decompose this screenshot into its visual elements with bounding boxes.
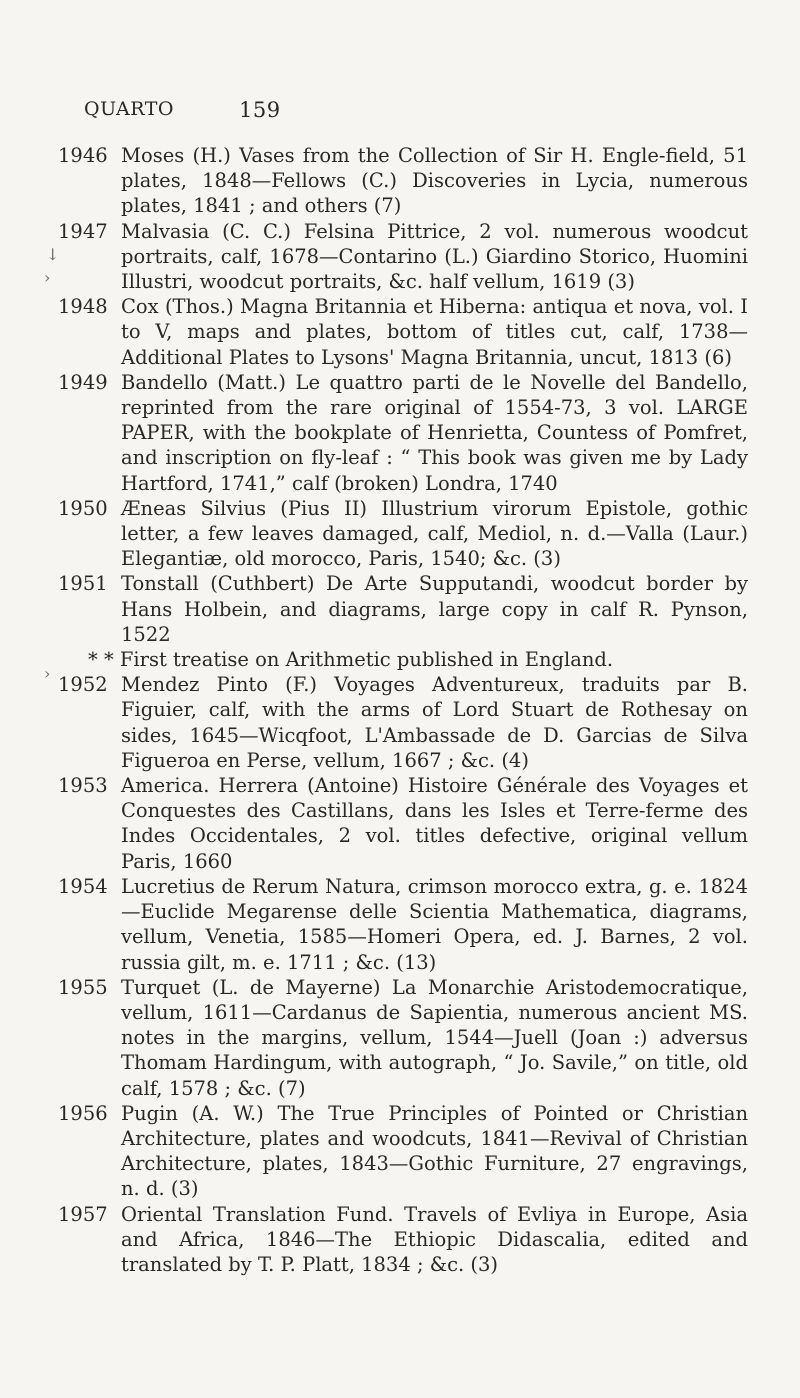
lot-description: Mendez Pinto (F.) Voyages Adventureux, traduits par B. Figuier, calf, with the arms of Lord Stuart de Rothesay on sides, 1645—Wicqfoot, L'Ambassade de D. Garcias de Silva Figueroa en Perse, vellum, 1667 ; &c. (4) — [121, 673, 748, 772]
lot-number: 1953 — [58, 774, 108, 798]
lot-number: 1951 — [58, 572, 108, 596]
lot-description: Malvasia (C. C.) Felsina Pittrice, 2 vol. numerous woodcut portraits, calf, 1678—Contarino (L.) Giardino Storico, Huomini Illustri, woodcut portraits, &c. half vellum, 1619 (3) — [121, 219, 748, 294]
catalogue-entry — [58, 219, 748, 295]
lot-number: 1950 — [58, 496, 108, 520]
lot-description: Æneas Silvius (Pius II) Illustrium virorum Epistole, gothic letter, a few leaves damaged, calf, Mediol, n. d.—Valla (Laur.) Elegantiæ, old morocco, Paris, 1540; &c. (3) — [121, 496, 748, 571]
page-header — [84, 98, 724, 128]
lot-description: Moses (H.) Vases from the Collection of Sir H. Engle-field, 51 plates, 1848—Fellows (C.) Discoveries in Lycia, numerous plates, 1841 ; and others (7) — [121, 144, 748, 218]
lot-number: 1946 — [58, 144, 108, 167]
lot-number: 1949 — [58, 370, 108, 394]
catalogue-entry — [58, 1202, 748, 1278]
margin-mark: › — [44, 664, 51, 683]
lot-description: Cox (Thos.) Magna Britannia et Hiberna: antiqua et nova, vol. I to V, maps and plates, bottom of titles cut, calf, 1738—Additional Plates to Lysons' Magna Britannia, uncut, 1813 (6) — [121, 295, 748, 369]
lot-description: Turquet (L. de Mayerne) La Monarchie Aristodemocratique, vellum, 1611—Cardanus de Sapientia, numerous ancient MS. notes in the margins, vellum, 1544—Juell (Joan :) adversus Thomam Hardingum, with autograph, “ Jo. Savile,” on title, old calf, 1578 ; &c. (7) — [121, 975, 748, 1100]
running-title: QUARTO — [84, 98, 174, 120]
lot-description: Lucretius de Rerum Natura, crimson morocco extra, g. e. 1824—Euclide Megarense delle Scientia Mathematica, diagrams, vellum, Venetia, 1585—Homeri Opera, ed. J. Barnes, 2 vol. russia gilt, m. e. 1711 ; &c. (13) — [121, 874, 748, 974]
lot-description: Pugin (A. W.) The True Principles of Pointed or Christian Architecture, plates and woodcuts, 1841—Revival of Christian Architecture, plates, 1843—Gothic Furniture, 27 engravings, n. d. (3) — [121, 1101, 748, 1201]
catalogue-entry — [58, 975, 748, 1101]
lot-description: America. Herrera (Antoine) Histoire Générale des Voyages et Conquestes des Castillans, dans les Isles et Terre-ferme des Indes Occidentales, 2 vol. titles defective, original vellum Paris, 1660 — [121, 774, 748, 873]
catalogue-entry — [58, 496, 748, 572]
lot-number: 1956 — [58, 1101, 108, 1125]
lot-number: 1957 — [58, 1202, 108, 1226]
catalogue-entry — [58, 874, 748, 975]
catalogue-entry — [58, 672, 748, 773]
catalogue-entry — [58, 294, 748, 370]
catalogue-entries — [58, 143, 748, 1277]
lot-number: 1947 — [58, 219, 108, 243]
margin-mark: ↓ — [46, 245, 60, 264]
lot-number: 1955 — [58, 975, 108, 999]
catalogue-entry — [58, 143, 748, 219]
catalogue-entry — [58, 773, 748, 874]
catalogue-entry — [58, 370, 748, 496]
lot-note: * * First treatise on Arithmetic published in England. — [88, 648, 614, 672]
lot-number: 1954 — [58, 874, 108, 898]
catalogue-entry — [58, 571, 748, 647]
lot-description: Tonstall (Cuthbert) De Arte Supputandi, woodcut border by Hans Holbein, and diagrams, large copy in calf R. Pynson, 1522 — [121, 572, 748, 646]
lot-number: 1952 — [58, 673, 108, 697]
margin-mark: › — [44, 268, 51, 287]
lot-description: Bandello (Matt.) Le quattro parti de le Novelle del Bandello, reprinted from the rare original of 1554-73, 3 vol. LARGE PAPER, with the bookplate of Henrietta, Countess of Pomfret, and inscription on fly-leaf : “ This book was given me by Lady Hartford, 1741,” calf (broken) Londra, 1740 — [121, 370, 748, 495]
page-number: 159 — [239, 98, 281, 122]
lot-description: Oriental Translation Fund. Travels of Evliya in Europe, Asia and Africa, 1846—The Ethiopic Didascalia, edited and translated by T. P. Platt, 1834 ; &c. (3) — [121, 1202, 748, 1276]
catalogue-entry — [58, 1101, 748, 1202]
lot-number: 1948 — [58, 295, 108, 319]
